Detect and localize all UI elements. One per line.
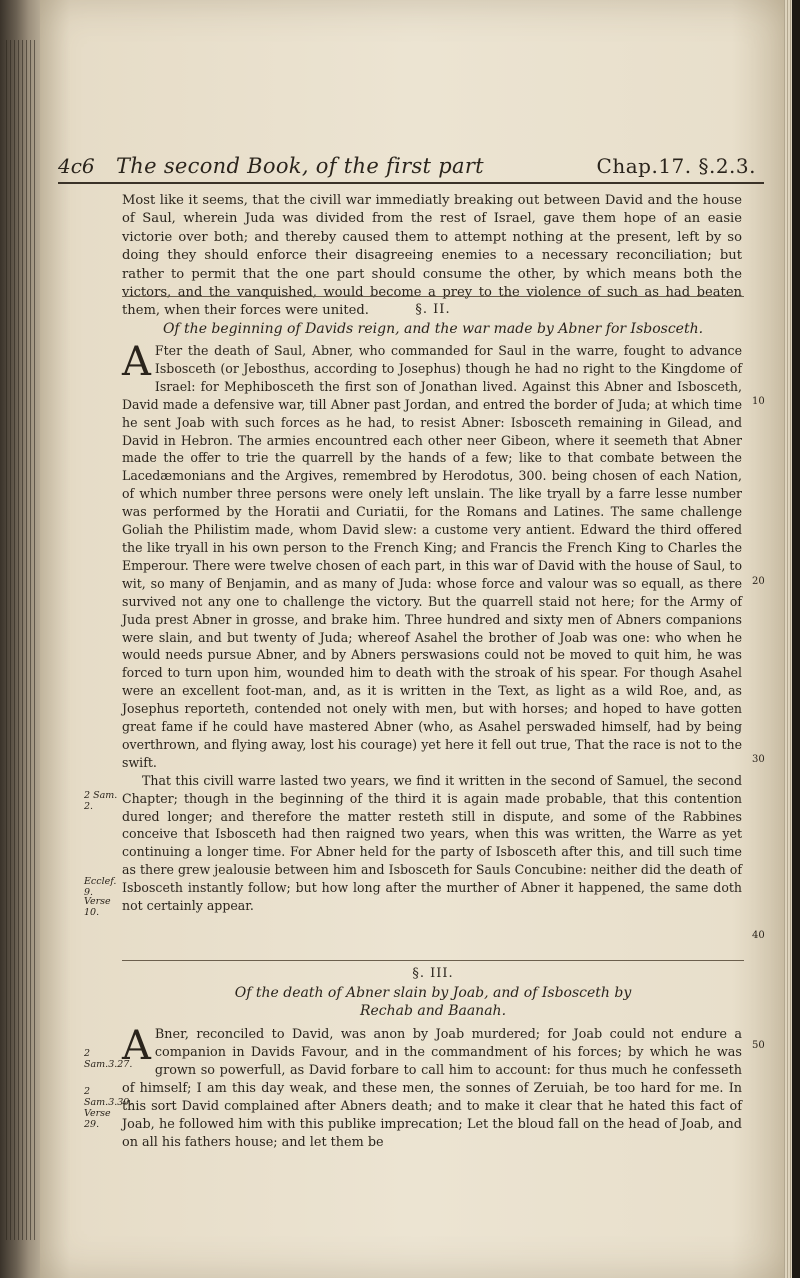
drop-cap: A — [122, 339, 151, 385]
running-title: The second Book, of the first part — [116, 154, 484, 178]
section-2-paragraph-1 — [122, 339, 742, 772]
section-2-paragraph-1-text: Fter the death of Saul, Abner, who commanded for Saul in the warre, fought to advance Isbosceth (or Jebosthus, according to Josephus) though he had no right to the Kingdome of Israel: for Mephibosceth the first son of Jonathan lived. Against this Abner and Isbosceth, David made a defensive war, till Abner past Jordan, and entred the border of Juda; at which time he sent Joab with such forces as he had, to resist Abner: Isbosceth remaining in Gilead, and David in Hebron. The armies encountred each other neer Gibeon, where it seemeth that Abner made the offer to trie the quarrell by the hands of a few; like to that combate between the Lacedæmonians and the Argives, remembred by Herodotus, 300. being chosen of each Nation, of which number three persons were onely left unslain. The like tryall by a farre lesse number was performed by the Horatii and Curiatii, for the Romans and Latines. The same challenge Goliah the Philistim made, whom David slew: a custome very antient. Edward the third offered the like tryall in his own person to the French King; and Francis the French King to Charles the Emperour. There were twelve chosen of each part, in this war of David with the house of Saul, to wit, so many of Benjamin, and as many of Juda: whose force and valour was so equall, as there survived not any one to challenge the victory. But the quarrell staid not here; for the Army of Juda prest Abner in grosse, and brake him. Three hundred and sixty men of Abners companions were slain, and but twenty of Juda; whereof Asahel the brother of Joab was one: who when he would needs pursue Abner, and by Abners perswasions could not be moved to quit him, he was forced to turn upon him, wounded him to death with the stroak of his spear. For though Asahel were an excellent foot-man, and, as it is written in the Text, as light as a wild Roe, and, as Josephus reporteth, contended not onely with men, but with horses; and hoped to have gotten great fame if he could have mastered Abner (who, as Asahel perswaded himself, had by being overthrown, and flying away, lost his courage) yet here it fell out true, That the race is not to the swift. — [122, 343, 742, 770]
page-fore-edge — [784, 0, 792, 1278]
section-divider — [122, 960, 744, 961]
line-number: 40 — [752, 930, 765, 941]
book-page — [40, 0, 792, 1278]
section-3-paragraph-1-text: Bner, reconciled to David, was anon by Joab murdered; for Joab could not endure a companion in Davids Favour, and in the commandment of his forces; by which he was grown so powerfull, as David forbare to call him to account: for thus much he confesseth of himself; I am this day weak, and these men, the sonnes of Zeruiah, be too hard for me. In this sort David complained after Abners death; and to make it clear that he hated this fact of Joab, he followed him with this publike imprecation; Let the bloud fall on the head of Joab, and on all his fathers house; and let them be — [122, 1027, 742, 1150]
section-divider — [122, 296, 744, 297]
spine-binding-texture — [6, 40, 38, 1240]
margin-note: 2 Sam.3.39. — [84, 1086, 133, 1108]
margin-note: 2 Sam. 2. — [84, 790, 118, 812]
section-3-title-line-1: Of the death of Abner slain by Joab, and of Isbosceth by — [234, 985, 632, 1001]
margin-note: Verse 29. — [84, 1108, 111, 1130]
section-2-number: §. II. — [415, 302, 451, 317]
section-2-body — [122, 339, 742, 915]
drop-cap: A — [122, 1023, 151, 1069]
chapter-reference: Chap.17. §.2.3. — [596, 154, 756, 178]
intro-paragraph: Most like it seems, that the civill war immediatly breaking out between David and the house of Saul, wherein Juda was divided from the rest of Israel, gave them hope of an easie victorie over both; and thereby caused them to attempt nothing at the present, left by so doing they should enforce their disagreeing enemies to a necessary reconciliation; but rather to permit that the one part should consume the other, by which means both the victors, and the vanquished, would become a prey to the violence of such as had beaten them, when their forces were united. — [122, 193, 742, 319]
section-2-paragraph-2: That this civill warre lasted two years, we find it written in the second of Samuel, the second Chapter; though in the beginning of the third it is again made probable, that this contention dured longer; and therefore the matter resteth still in dispute, and some of the Rabbines conceive that Isbosceth had then raigned two years, when this was written, the Warre as yet continuing a longer time. For Abner held for the party of Isbosceth after this, and till such time as there grew jealousie between him and Isbosceth for Sauls Concubine: neither did the death of Isbosceth instantly follow; but how long after the murther of Abner it happened, the same doth not certainly appear. — [122, 772, 742, 914]
margin-note: Verse 10. — [84, 896, 111, 918]
line-number: 10 — [752, 396, 765, 407]
section-3-paragraph-1 — [122, 1023, 742, 1152]
page-folio: 4c6 — [58, 154, 95, 178]
margin-note: Ecclef. 9. — [84, 876, 117, 898]
margin-note: 2 Sam.3.27. — [84, 1048, 133, 1070]
line-number: 50 — [752, 1040, 765, 1051]
section-3-number: §. III. — [412, 966, 454, 981]
section-3-body — [122, 1023, 742, 1152]
line-number: 20 — [752, 576, 765, 587]
section-2-title: Of the beginning of Davids reign, and the war made by Abner for Isbosceth. — [162, 321, 704, 337]
running-head — [58, 152, 764, 184]
line-number: 30 — [752, 754, 765, 765]
section-3-title-line-2: Rechab and Baanah. — [359, 1003, 507, 1019]
